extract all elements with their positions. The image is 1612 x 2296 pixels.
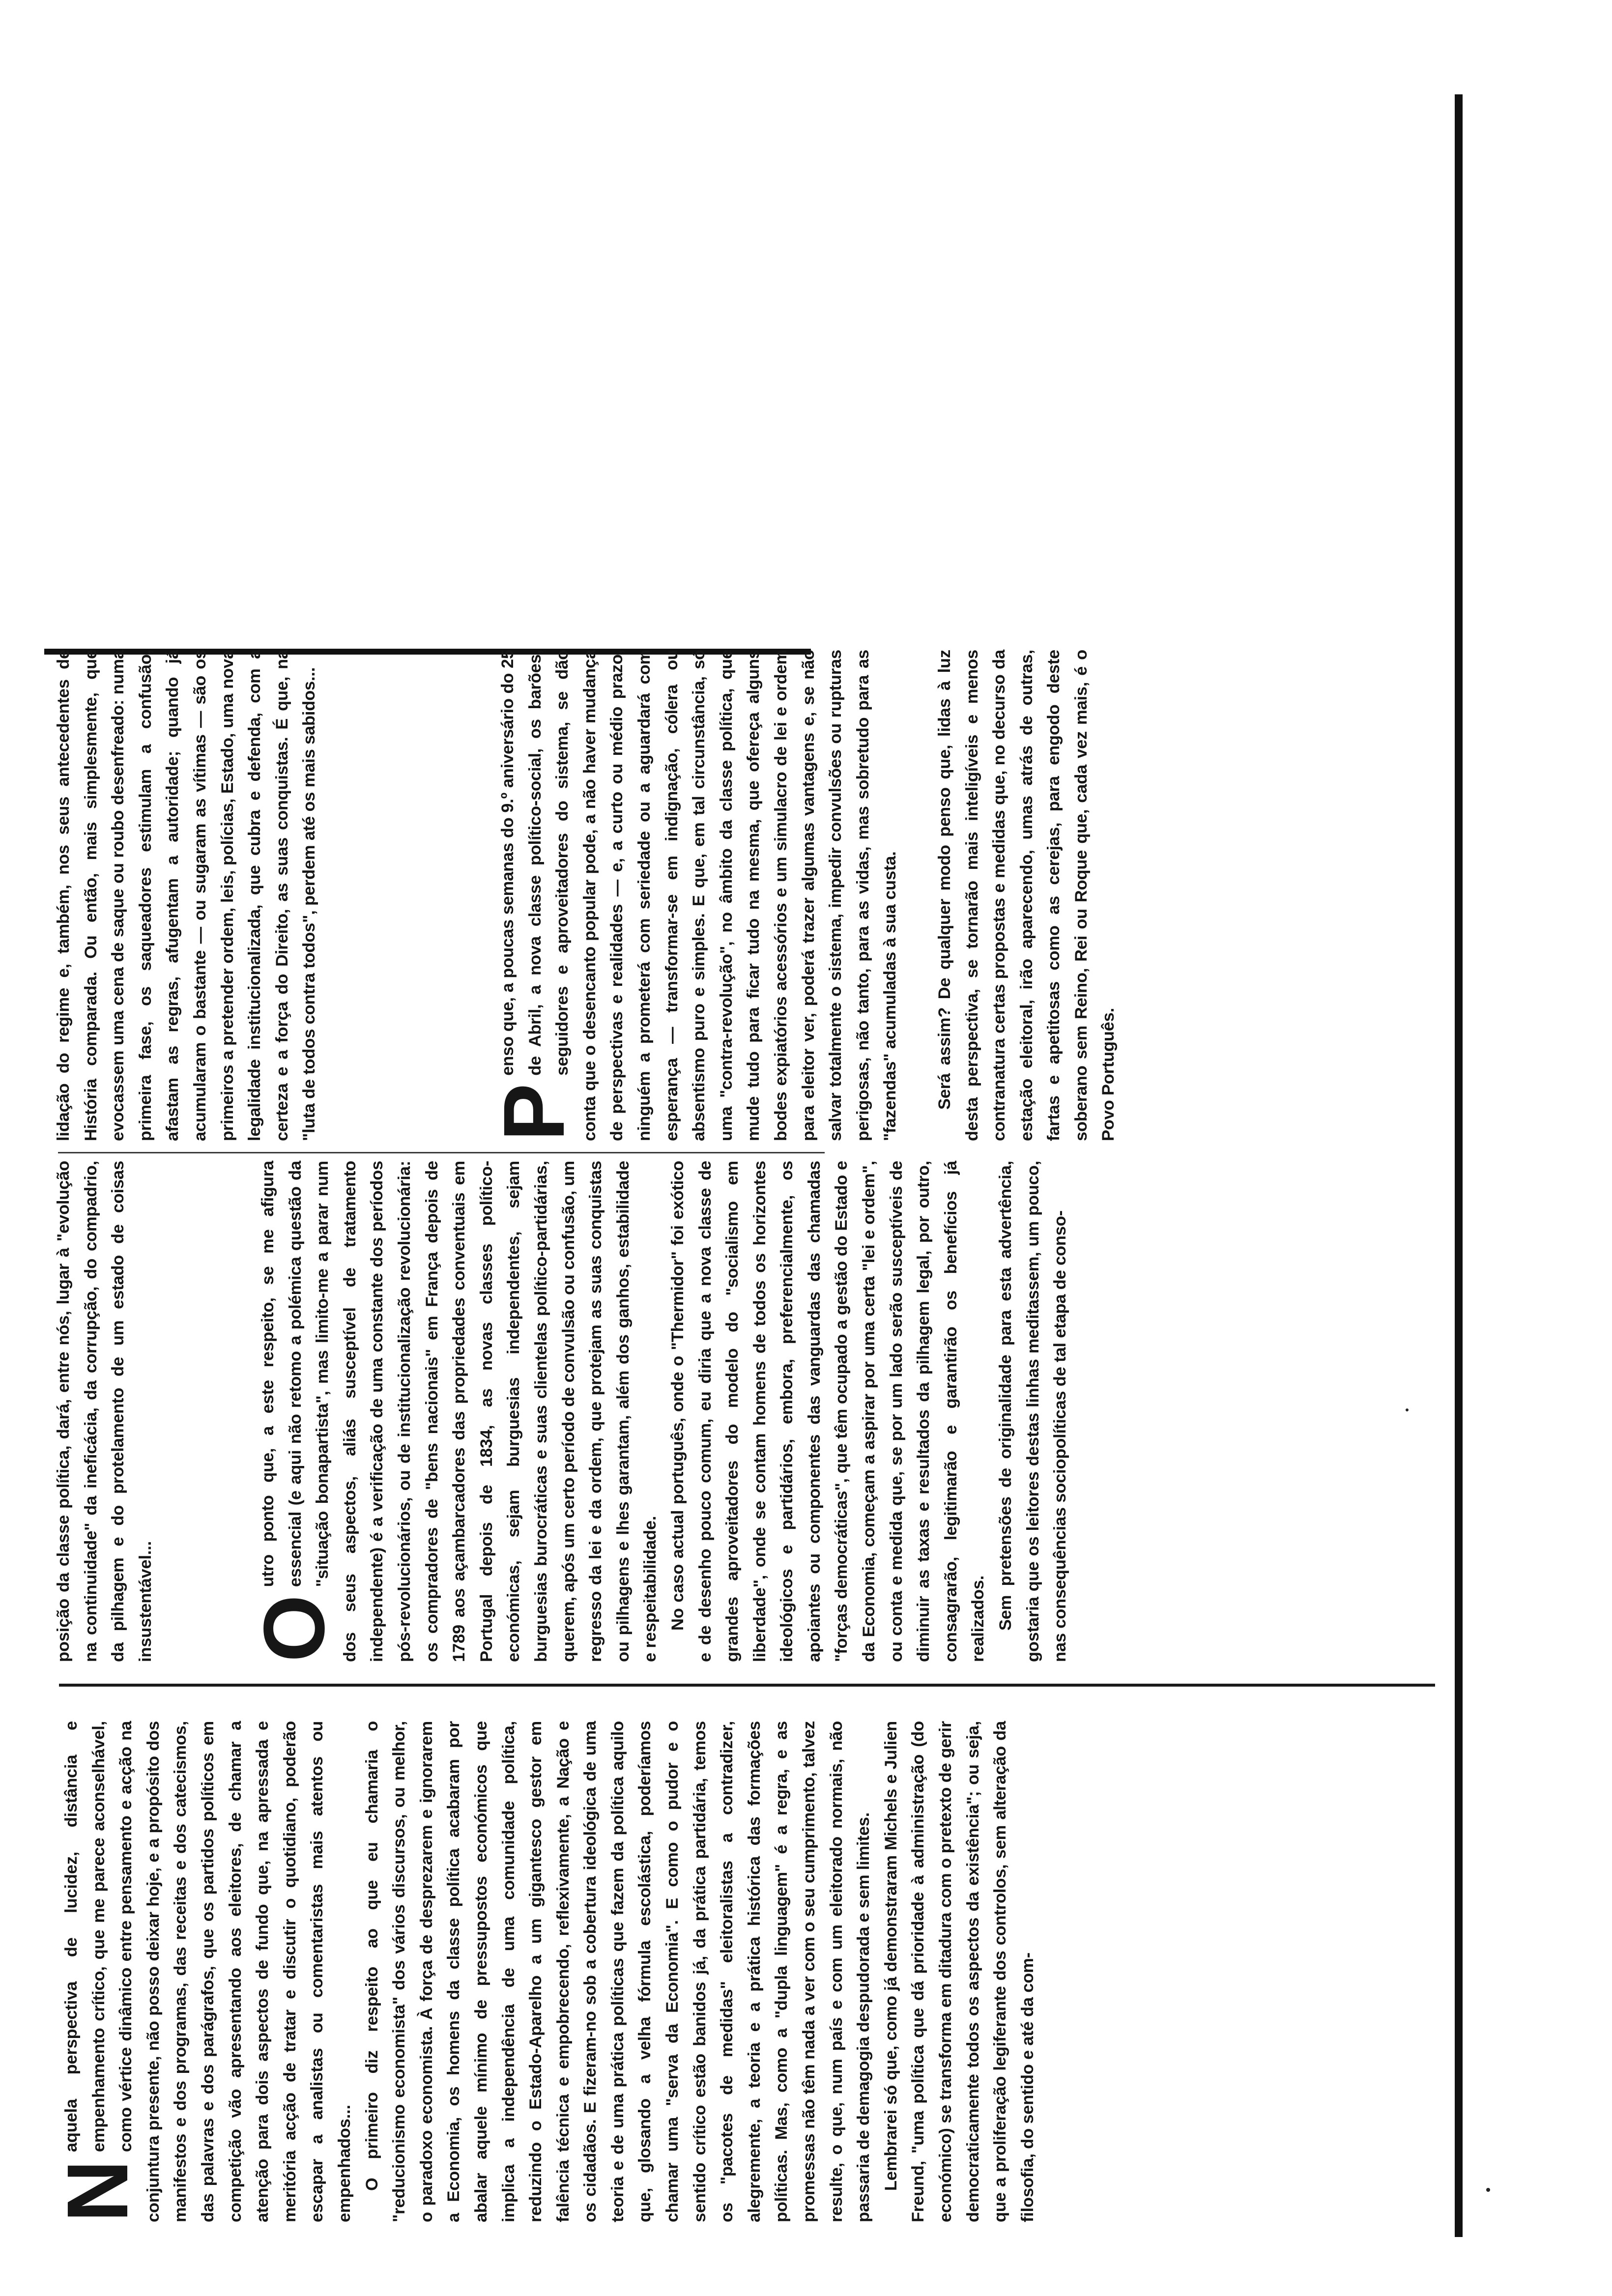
paragraph-text: utro ponto que, a este respeito, se me afigura essencial (e aqui não retomo a polémica questão da "situação bonapartista", mas limito-me a parar num dos seus aspectos, aliás susceptível de tratamento independente) é a verificação de uma constante dos períodos pós-revolucionários, ou de institucionalização revolucionária: os compradores de "bens nacionais" em França depois de 1789 aos açambarcadores das propriedades conventuais em Portugal depois de 1834, as novas classes político-económicas, sejam burguesias independentes, sejam burguesias burocráticas e suas clientelas político-partidárias, querem, após um certo período de convulsão ou confusão, um regresso da lei e da ordem, que protejam as suas conquistas ou pilhagens e lhes garantam, além dos ganhos, estabilidade e respeitabilidade. (259, 1161, 660, 1662)
article-paragraph: No caso actual português, onde o "Thermidor" foi exótico e de desenho pouco comum, eu diria que a nova classe de grandes aproveitadores do modelo do "socialismo em liberdade", onde se contam homens de todos os horizontes ideológicos e partidários, embora, preferencialmente, os apoiantes ou componentes das vanguardas das chamadas "forças democráticas", que têm ocupado a gestão do Estado e da Economia, começam a aspirar por uma certa "lei e ordem", ou conta e medida que, se por um lado serão susceptíveis de diminuir as taxas e resultados da pilhagem legal, por outro, consagrarão, legitimarão e garantirão os benefícios já realizados. (668, 1161, 988, 1662)
article-column-2 (50, 1161, 159, 1662)
article-paragraph: posição da classe política, dará, entre nós, lugar à "evolução na continuidade" da ineficácia, da corrupção, do compadrio, da pilhagem e do protelamento de um estado de coisas insustentável... (54, 1161, 155, 1662)
drop-cap-letter: O (246, 1595, 343, 1662)
paragraph-text: aquela perspectiva de lucidez, distância e empenhamento crítico, que me parece aconselhável, como vértice dinâmico entre pensamento e acção na conjuntura presente, não posso deixar hoje, e a propósito dos manifestos e dos programas, das receitas e dos catecismos, das palavras e dos parágrafos, que os partidos políticos em competição vão apresentando aos eleitores, de chamar a atenção para dois aspectos de fundo que, na apressada e meritória acção de tratar e discutir o quotidiano, poderão escapar a analistas ou comentaristas mais atentos ou empenhados... (62, 1721, 354, 2222)
article-paragraph: Lembrarei só que, como já demonstraram Michels e Julien Freund, "uma política que dá prioridade à administração (do económico) se transforma em ditadura com o pretexto de gerir democraticamente todos os aspectos da existência"; ou seja, que a proliferação legiferante dos controlos, sem alteração da filosofia, do sentido e até da com- (881, 1721, 1037, 2222)
drop-cap-letter: P (486, 1083, 582, 1141)
article-paragraph: lidação do regime e, também, nos seus antecedentes de História comparada. Ou então, mais simplesmente, que evocassem uma cena de saque ou roubo desenfreado: numa primeira fase, os saqueadores estimulam a confusão, afastam as regras, afugentam a autoridade; quando já acumularam o bastante — ou sugaram as vítimas — são os primeiros a pretender ordem, leis, polícias, Estado, uma nova legalidade institucionalizada, que cubra e defenda, com a certeza e a força do Direito, as suas conquistas. É que, na "luta de todos contra todos", perdem até os mais sabidos... (54, 650, 319, 1141)
article-paragraph: Sem pretensões de originalidade para esta advertência, gostaria que os leitores destas linhas meditassem, um pouco, nas consequências sociopolíticas de tal etapa de conso- (996, 1161, 1070, 1662)
paragraph-text: enso que, a poucas semanas do 9.º aniversário do 25 de Abril, a nova classe político-social, os barões, seguidores e aproveitadores do sistema, se dão conta que o desencanto popular pode, a não haver mudança de perspectivas e realidades — e, a curto ou médio prazo, ninguém a prometerá com seriedade ou a aguardará com esperança — transformar-se em indignação, cólera ou absentismo puro e simples. E que, em tal circunstância, só uma "contra-revolução", no âmbito da classe política, que mude tudo para ficar tudo na mesma, que ofereça alguns bodes expiatórios acessórios e um simulacro de lei e ordem para eleitor ver, poderá trazer algumas vantagens e, se não salvar totalmente o sistema, impedir convulsões ou rupturas perigosas, não tanto, para as vidas, mas sobretudo para as "fazendas" acumuladas à sua custa. (498, 650, 900, 1141)
article-paragraph: O primeiro diz respeito ao que eu chamaria o "reducionismo economista" dos vários discursos, ou melhor, o paradoxo economista. À força de desprezarem e ignorarem a Economia, os homens da classe política acabaram por abalar aquele mínimo de pressupostos económicos que implica a independência de uma comunidade política, reduzindo o Estado-Aparelho a um gigantesco gestor em falência técnica e empobrecendo, reflexivamente, a Nação e os cidadãos. E fizeram-no sob a cobertura ideológica de uma teoria e de uma prática políticas que fazem da política aquilo que, glosando a velha fórmula escolástica, poderíamos chamar uma "serva da Economia". E como o pudor e o sentido crítico estão banidos já, da prática partidária, temos os "pacotes de medidas" eleitoralistas a contradizer, alegremente, a teoria e a prática histórica das formações políticas. Mas, como a "dupla linguagem" é a regra, e as promessas não têm nada a ver com o seu cumprimento, talvez resulte, o que, num país e com um eleitorado normais, não passaria de demagogia despudorada e sem limites. (362, 1721, 873, 2222)
article-column-2-section (246, 1161, 1074, 1662)
page-bottom-rule (1455, 94, 1463, 2237)
column-divider-left (59, 1684, 1435, 1687)
scan-speck (1486, 2188, 1490, 2192)
article-column-3-section (486, 650, 1123, 1141)
drop-cap-letter: N (50, 2160, 146, 2222)
article-paragraph: Será assim? De qualquer modo penso que, lidas à luz desta perspectiva, se tornarão mais inteligíveis e menos contranatura certas propostas e medidas que, no decurso da estação eleitoral, irão aparecendo, umas atrás de outras, fartas e apetitosas como as cerejas, para engodo deste soberano sem Reino, Rei ou Roque que, cada vez mais, é o Povo Português. (935, 650, 1118, 1141)
article-paragraph (486, 650, 904, 1141)
article-column-3 (50, 650, 323, 1141)
article-paragraph (246, 1161, 664, 1662)
scan-speck (1406, 1408, 1409, 1411)
article-paragraph (50, 1721, 359, 2222)
article-column-1 (50, 1721, 1041, 2222)
column-divider-right (58, 1152, 825, 1153)
